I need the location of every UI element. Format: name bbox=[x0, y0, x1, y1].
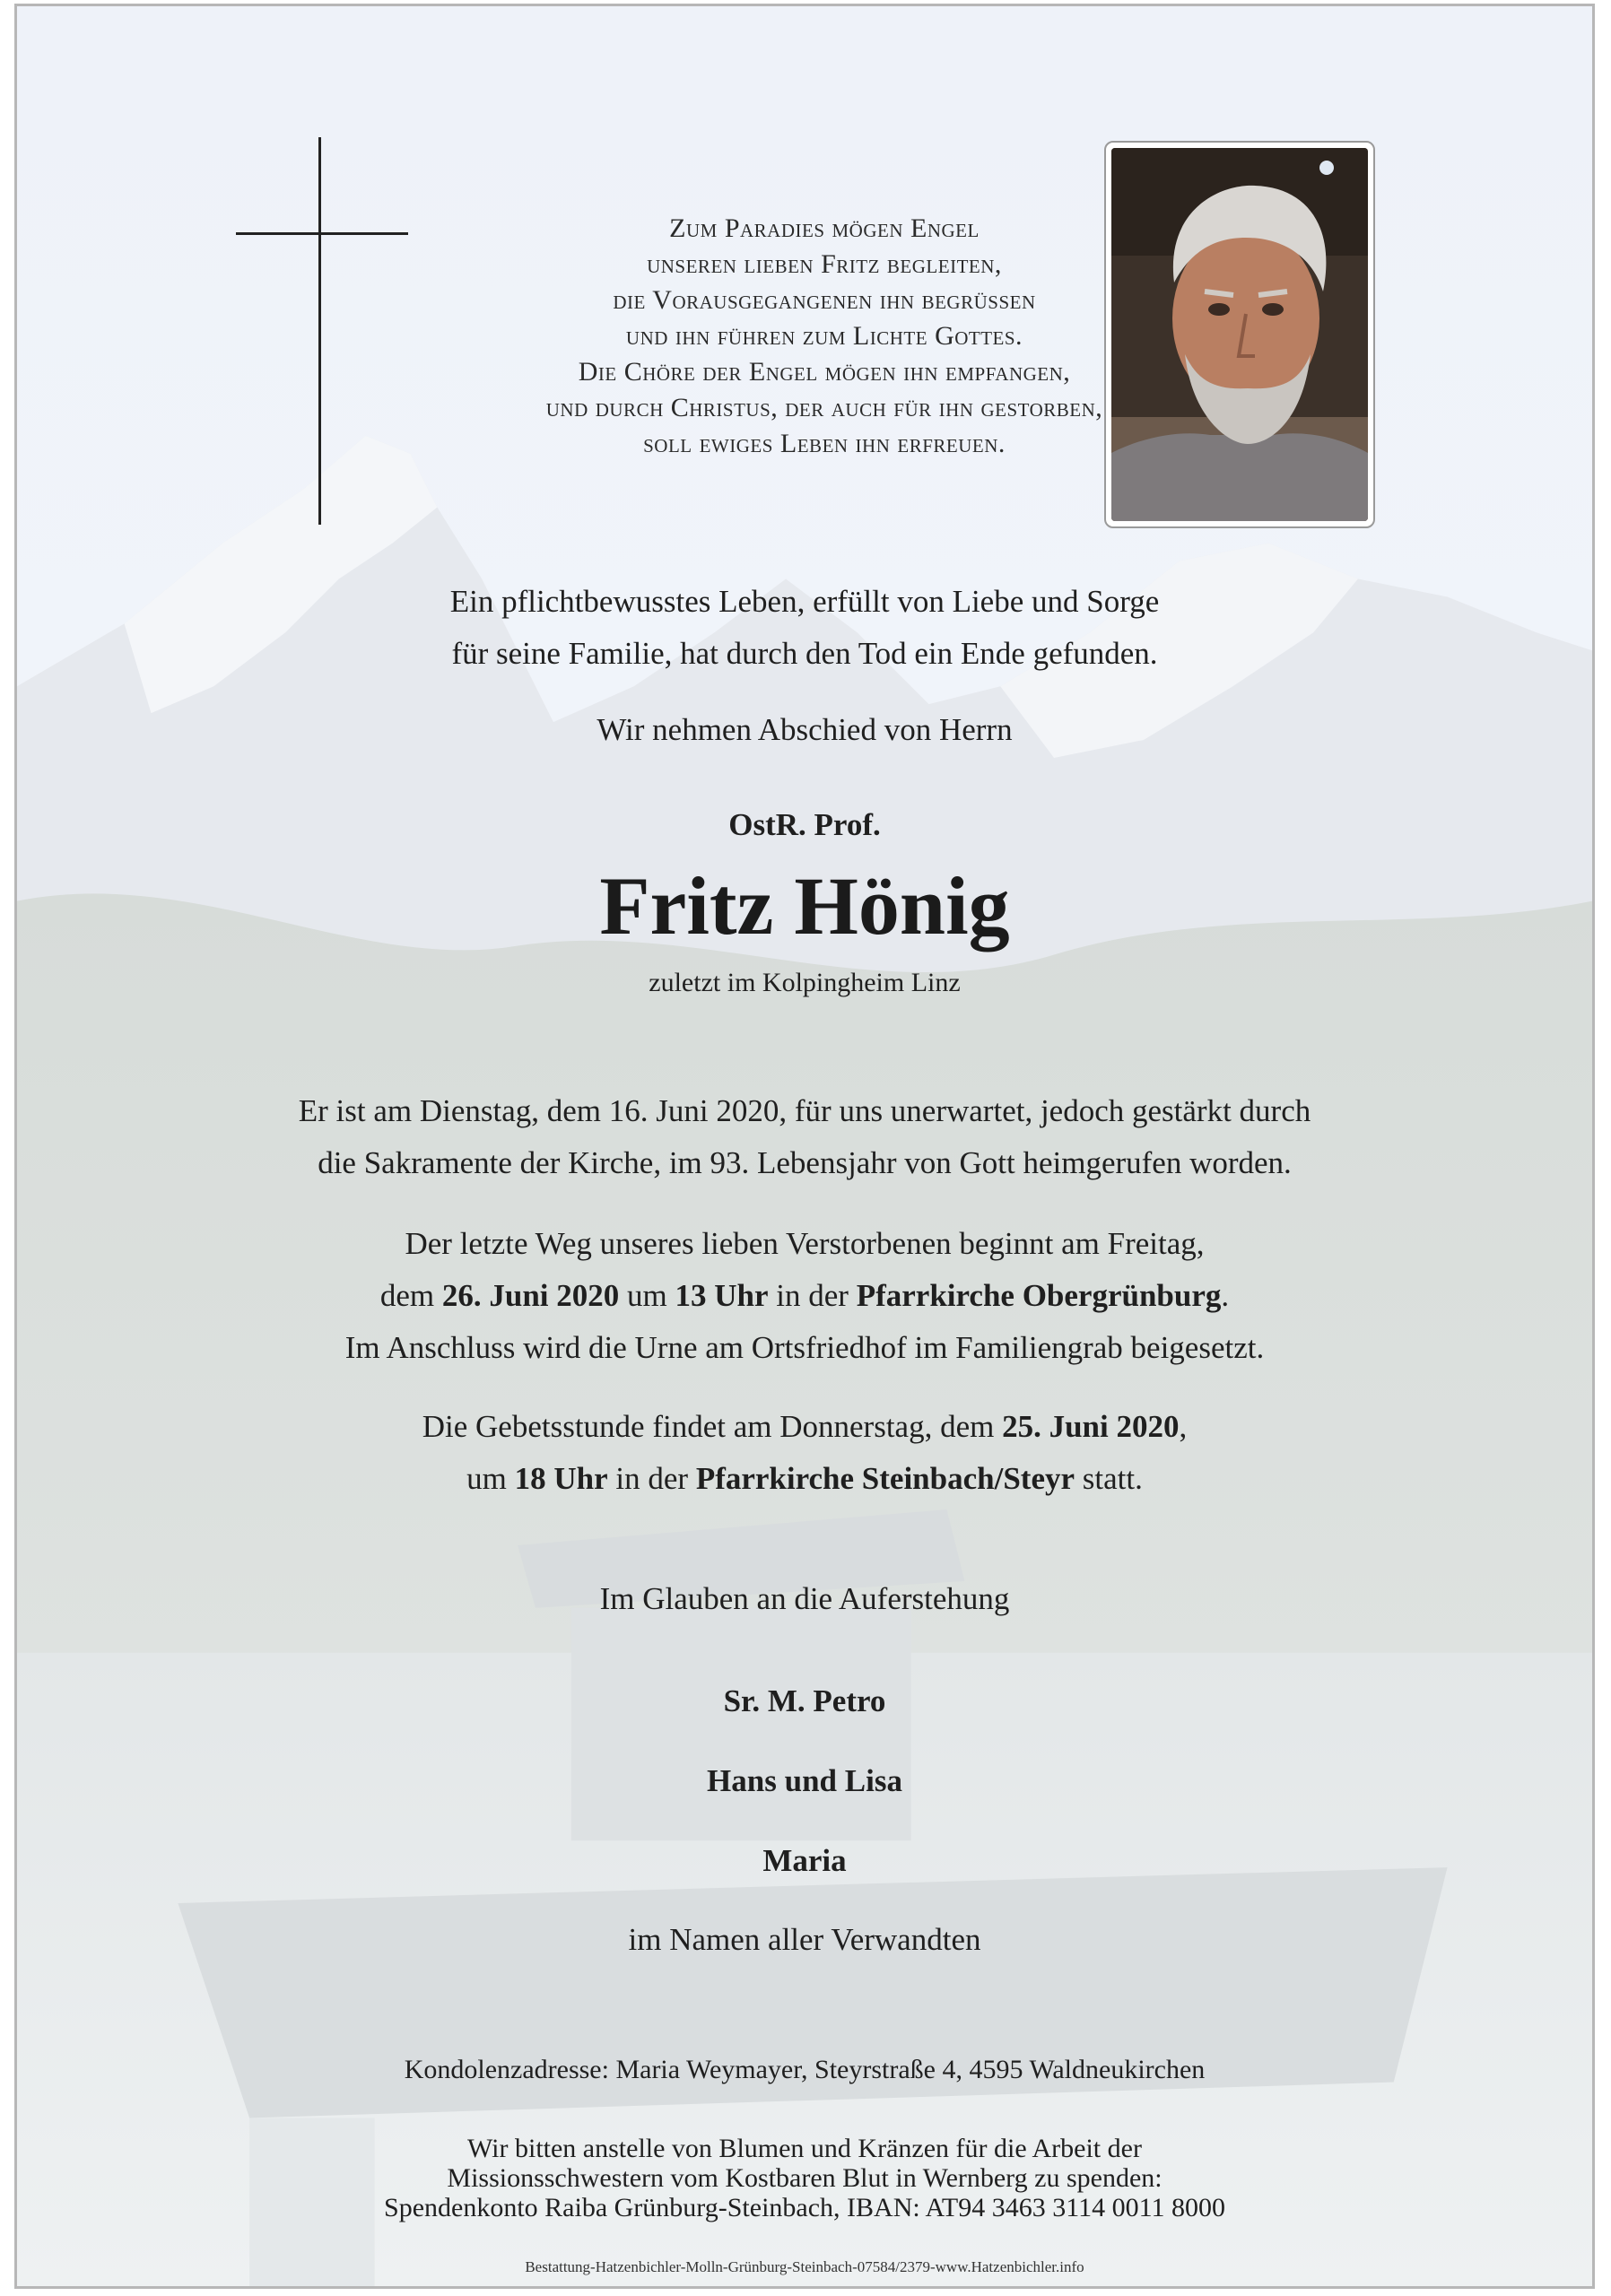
funeral-text: in der bbox=[768, 1278, 857, 1313]
survivor-name: Hans und Lisa bbox=[707, 1763, 902, 1798]
funeral-place: Pfarrkirche Obergrünburg bbox=[856, 1278, 1222, 1313]
survivor-name: Sr. M. Petro bbox=[723, 1683, 886, 1718]
verse-line: und durch Christus, der auch für ihn gestorben, bbox=[545, 393, 1103, 422]
cross-icon-bar bbox=[236, 232, 408, 235]
funeral-date: 26. Juni 2020 bbox=[441, 1278, 620, 1313]
deceased-name: Fritz Hönig bbox=[599, 860, 1010, 952]
portrait-image bbox=[1111, 148, 1368, 521]
farewell-line: Wir nehmen Abschied von Herrn bbox=[597, 712, 1013, 747]
cross-icon bbox=[318, 137, 321, 525]
death-notice bbox=[17, 1085, 1592, 1189]
death-line: Er ist am Dienstag, dem 16. Juni 2020, für uns unerwartet, jedoch gestärkt durch bbox=[298, 1093, 1311, 1128]
prayer-text: um bbox=[466, 1461, 515, 1496]
death-line: die Sakramente der Kirche, im 93. Lebensjahr von Gott heimgerufen worden. bbox=[318, 1145, 1292, 1180]
funeral-line: Der letzte Weg unseres lieben Verstorbenen beginnt am Freitag, bbox=[405, 1226, 1205, 1261]
donation-request bbox=[17, 2134, 1592, 2222]
funeral-text: dem bbox=[379, 1278, 442, 1313]
funeral-time: 13 Uhr bbox=[675, 1278, 769, 1313]
condolence-address: Kondolenzadresse: Maria Weymayer, Steyrstraße 4, 4595 Waldneukirchen bbox=[404, 2055, 1206, 2084]
verse-line: und ihn führen zum Lichte Gottes. bbox=[625, 321, 1023, 351]
intro-line: für seine Familie, hat durch den Tod ein Ende gefunden. bbox=[451, 636, 1158, 671]
survivor-name: Maria bbox=[762, 1843, 847, 1878]
donation-line: Missionsschwestern vom Kostbaren Blut in Wernberg zu spenden: bbox=[447, 2163, 1163, 2193]
verse-line: soll ewiges Leben ihn erfreuen. bbox=[643, 429, 1006, 458]
prayer-line bbox=[17, 1401, 1592, 1453]
obituary-card bbox=[14, 4, 1595, 2289]
funeral-line-date bbox=[17, 1270, 1592, 1322]
funeral-line: Im Anschluss wird die Urne am Ortsfriedhof im Familiengrab beigesetzt. bbox=[344, 1330, 1265, 1365]
verse-line: die Vorausgegangenen ihn begrüssen bbox=[613, 285, 1036, 315]
donation-line: Wir bitten anstelle von Blumen und Kränzen für die Arbeit der bbox=[467, 2134, 1142, 2163]
prayer-text: Die Gebetsstunde findet am Donnerstag, dem bbox=[422, 1409, 1003, 1444]
verse-line: Zum Paradies mögen Engel bbox=[669, 213, 980, 243]
intro-text bbox=[17, 576, 1592, 680]
prayer-date: 25. Juni 2020 bbox=[1002, 1409, 1180, 1444]
verse-line: Die Chöre der Engel mögen ihn empfangen, bbox=[578, 357, 1071, 387]
funeral-home-footer: Bestattung-Hatzenbichler-Molln-Grünburg-Steinbach-07584/2379-www.Hatzenbichler.info bbox=[525, 2258, 1084, 2275]
prayer-time: 18 Uhr bbox=[514, 1461, 608, 1496]
funeral-text: . bbox=[1221, 1278, 1230, 1313]
faith-line: Im Glauben an die Auferstehung bbox=[599, 1581, 1010, 1616]
prayer-text: , bbox=[1179, 1409, 1188, 1444]
relatives-line: im Namen aller Verwandten bbox=[628, 1922, 981, 1957]
honorific-title: OstR. Prof. bbox=[728, 807, 881, 842]
portrait-photo bbox=[1104, 141, 1375, 528]
funeral-details bbox=[17, 1218, 1592, 1374]
prayer-text: in der bbox=[607, 1461, 696, 1496]
prayer-service bbox=[17, 1401, 1592, 1505]
intro-line: Ein pflichtbewusstes Leben, erfüllt von Liebe und Sorge bbox=[449, 584, 1160, 619]
donation-line: Spendenkonto Raiba Grünburg-Steinbach, IBAN: AT94 3463 3114 0011 8000 bbox=[384, 2193, 1225, 2222]
verse-line: unseren lieben Fritz begleiten, bbox=[647, 249, 1002, 279]
last-residence: zuletzt im Kolpingheim Linz bbox=[649, 968, 961, 997]
prayer-text: statt. bbox=[1075, 1461, 1143, 1496]
prayer-line bbox=[17, 1453, 1592, 1505]
funeral-text: um bbox=[619, 1278, 675, 1313]
prayer-place: Pfarrkirche Steinbach/Steyr bbox=[695, 1461, 1075, 1496]
